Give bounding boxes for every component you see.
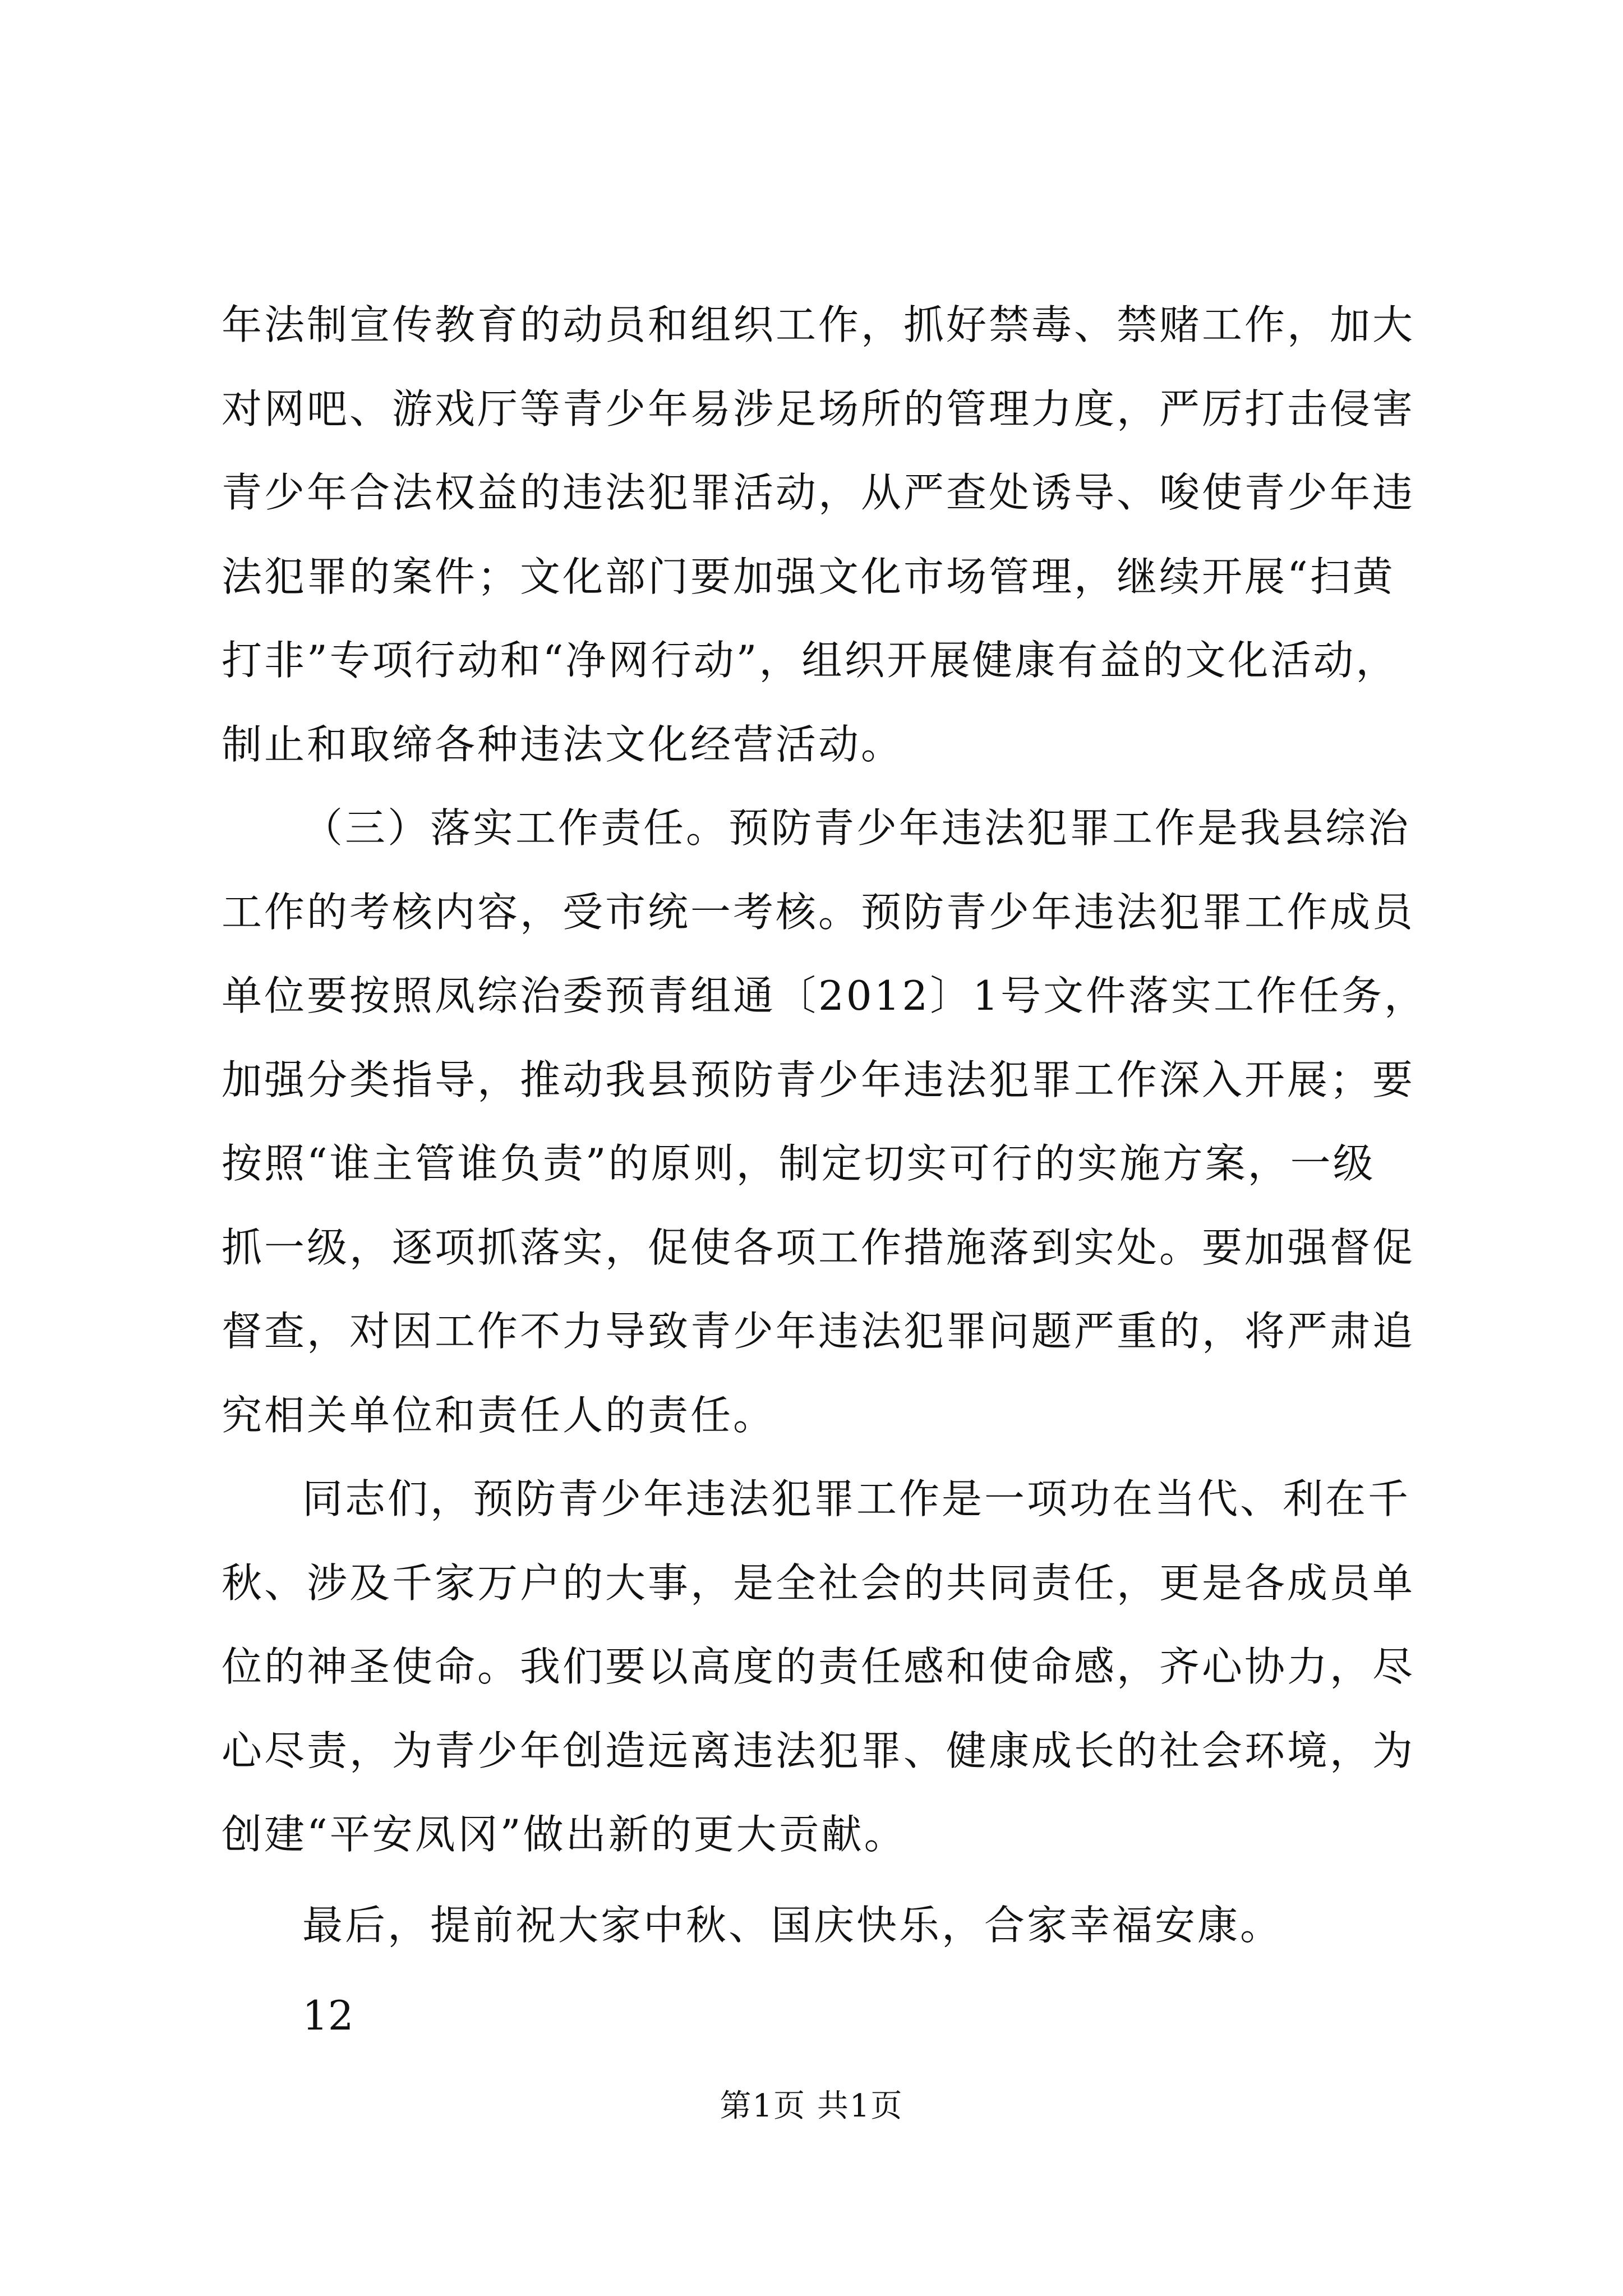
- text-line: 心尽责，为青少年创造远离违法犯罪、健康成长的社会环境，为: [222, 1727, 1415, 1774]
- text-line: 抓一级，逐项抓落实，促使各项工作措施落到实处。要加强督促: [222, 1223, 1415, 1271]
- text-line: 制止和取缔各种违法文化经营活动。: [222, 720, 904, 768]
- text-line: 究相关单位和责任人的责任。: [222, 1391, 776, 1439]
- paragraph-first-line: 同志们，预防青少年违法犯罪工作是一项功在当代、利在千: [302, 1475, 1411, 1522]
- text-line: 年法制宣传教育的动员和组织工作，抓好禁毒、禁赌工作，加大: [222, 301, 1415, 348]
- text-line: 青少年合法权益的违法犯罪活动，从严查处诱导、唆使青少年违: [222, 469, 1415, 516]
- text-line: 打非”专项行动和“净网行动”，组织开展健康有益的文化活动，: [222, 637, 1399, 684]
- document-body: [222, 283, 1438, 2058]
- page-footer: 第1页 共1页: [720, 2088, 903, 2124]
- text-line: 对网吧、游戏厅等青少年易涉足场所的管理力度，严厉打击侵害: [222, 385, 1415, 432]
- text-line: 法犯罪的案件；文化部门要加强文化市场管理，继续开展“扫黄: [222, 553, 1395, 600]
- text-line: 单位要按照凤综治委预青组通〔2012〕1号文件落实工作任务，: [222, 972, 1427, 1019]
- text-line: 位的神圣使命。我们要以高度的责任感和使命感，齐心协力，尽: [222, 1643, 1415, 1690]
- text-line: 按照“谁主管谁负责”的原则，制定切实可行的实施方案，一级: [222, 1140, 1376, 1187]
- page-number-text: 12: [302, 1992, 354, 2039]
- closing-line: 最后，提前祝大家中秋、国庆快乐，合家幸福安康。: [302, 1901, 1283, 1949]
- text-line: 加强分类指导，推动我县预防青少年违法犯罪工作深入开展；要: [222, 1056, 1415, 1103]
- text-line: 督查，对因工作不力导致青少年违法犯罪问题严重的，将严肃追: [222, 1308, 1415, 1355]
- text-line: 秋、涉及千家万户的大事，是全社会的共同责任，更是各成员单: [222, 1559, 1415, 1607]
- text-line: 创建“平安凤冈”做出新的更大贡献。: [222, 1811, 907, 1858]
- text-line: 工作的考核内容，受市统一考核。预防青少年违法犯罪工作成员: [222, 888, 1415, 936]
- paragraph-first-line: （三）落实工作责任。预防青少年违法犯罪工作是我县综治: [302, 804, 1411, 852]
